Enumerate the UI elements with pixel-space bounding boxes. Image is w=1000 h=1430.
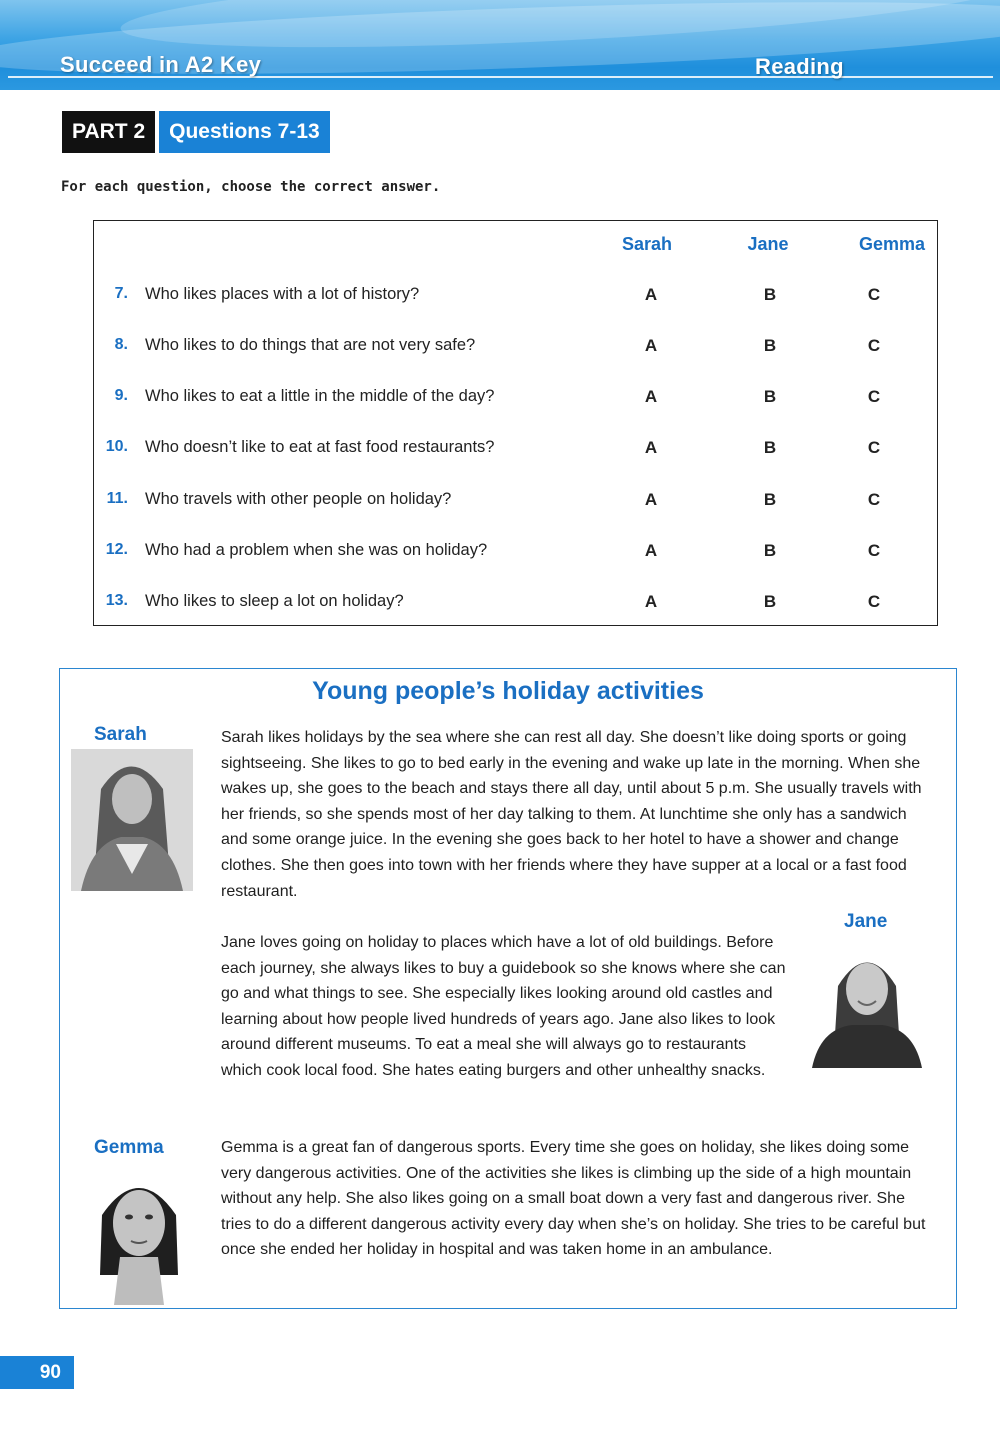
question-text: Who doesn’t like to eat at fast food restaurants? — [145, 438, 495, 456]
question-text: Who travels with other people on holiday? — [145, 490, 452, 508]
option-c[interactable]: C — [867, 541, 881, 560]
option-b[interactable]: B — [763, 285, 777, 304]
instruction-text: For each question, choose the correct answer. — [61, 179, 441, 195]
option-c[interactable]: C — [867, 438, 881, 457]
option-b[interactable]: B — [763, 336, 777, 355]
option-b[interactable]: B — [763, 592, 777, 611]
option-b[interactable]: B — [763, 541, 777, 560]
option-b[interactable]: B — [763, 387, 777, 406]
question-row — [94, 588, 937, 618]
question-text: Who likes to eat a little in the middle of the day? — [145, 387, 495, 405]
reading-title: Young people’s holiday activities — [312, 677, 704, 705]
option-a[interactable]: A — [644, 541, 658, 560]
option-c[interactable]: C — [867, 592, 881, 611]
question-row — [94, 281, 937, 311]
question-text: Who had a problem when she was on holiday? — [145, 541, 488, 559]
questions-label: Questions 7-13 — [159, 111, 330, 153]
option-c[interactable]: C — [867, 387, 881, 406]
question-row — [94, 332, 937, 362]
option-c[interactable]: C — [867, 336, 881, 355]
option-c[interactable]: C — [867, 285, 881, 304]
column-header-gemma: Gemma — [858, 234, 926, 254]
question-number: 9. — [114, 387, 128, 404]
column-header-jane: Jane — [747, 234, 789, 254]
question-row — [94, 486, 937, 516]
jane-photo — [808, 941, 926, 1068]
question-row — [94, 434, 937, 464]
gemma-photo — [80, 1165, 198, 1305]
question-number: 10. — [105, 438, 128, 455]
question-text: Who likes places with a lot of history? — [145, 285, 420, 303]
part-heading — [62, 111, 330, 153]
question-text: Who likes to do things that are not very safe? — [145, 336, 476, 354]
option-a[interactable]: A — [644, 285, 658, 304]
questions-table — [93, 220, 938, 626]
book-title: Succeed in A2 Key — [60, 52, 262, 77]
gemma-paragraph: Gemma is a great fan of dangerous sports. Every time she goes on holiday, she likes doing some very dangerous activities. One of the activities she likes is climbing up the side of a high mountain without any help. She also likes going on a small boat down a very fast and dangerous river. She tries to do a different dangerous activity every day when she’s on holiday. She tries to be careful but once she ended her holiday in hospital and was taken home in an ambulance. — [221, 1139, 926, 1259]
question-text: Who likes to sleep a lot on holiday? — [145, 592, 404, 610]
option-a[interactable]: A — [644, 438, 658, 457]
question-row — [94, 537, 937, 567]
section-title: Reading — [755, 54, 844, 79]
question-number: 12. — [105, 541, 128, 558]
sarah-paragraph: Sarah likes holidays by the sea where she can rest all day. She doesn’t like doing sports or going sightseeing. She likes to go to bed early in the evening and wake up late in the morning. When she wakes up, she goes to the beach and stays there all day, until about 5 p.m. She usually travels with her friends, so she spends most of her day talking to them. At lunchtime she only has a sandwich and some orange juice. In the evening she goes back to her hotel to have a shower and change clothes. She then goes into town with her friends where they have supper at a local or a fast food restaurant. — [221, 729, 922, 900]
option-c[interactable]: C — [867, 490, 881, 509]
sarah-name: Sarah — [94, 724, 147, 745]
reading-text-box — [59, 668, 957, 1309]
option-a[interactable]: A — [644, 592, 658, 611]
header-banner — [0, 0, 1000, 90]
question-number: 7. — [114, 285, 128, 302]
sarah-photo — [71, 749, 193, 891]
option-a[interactable]: A — [644, 336, 658, 355]
page-number: 90 — [0, 1356, 74, 1389]
column-header-sarah: Sarah — [621, 234, 673, 254]
jane-name: Jane — [844, 911, 888, 932]
option-b[interactable]: B — [763, 490, 777, 509]
option-a[interactable]: A — [644, 387, 658, 406]
part-label: PART 2 — [62, 111, 155, 153]
question-number: 8. — [114, 336, 128, 353]
option-a[interactable]: A — [644, 490, 658, 509]
option-b[interactable]: B — [763, 438, 777, 457]
question-row — [94, 383, 937, 413]
question-number: 11. — [106, 490, 128, 507]
gemma-name: Gemma — [94, 1137, 164, 1158]
jane-paragraph: Jane loves going on holiday to places which have a lot of old buildings. Before each journey, she always likes to buy a guidebook so she knows where she can go and what things to see. She especially likes looking around old castles and learning about how people lived hundreds of years ago. Jane also likes to look around different museums. To eat a meal she will always go to restaurants which cook local food. She hates eating burgers and other unhealthy snacks. — [221, 934, 786, 1079]
question-number: 13. — [105, 592, 128, 609]
